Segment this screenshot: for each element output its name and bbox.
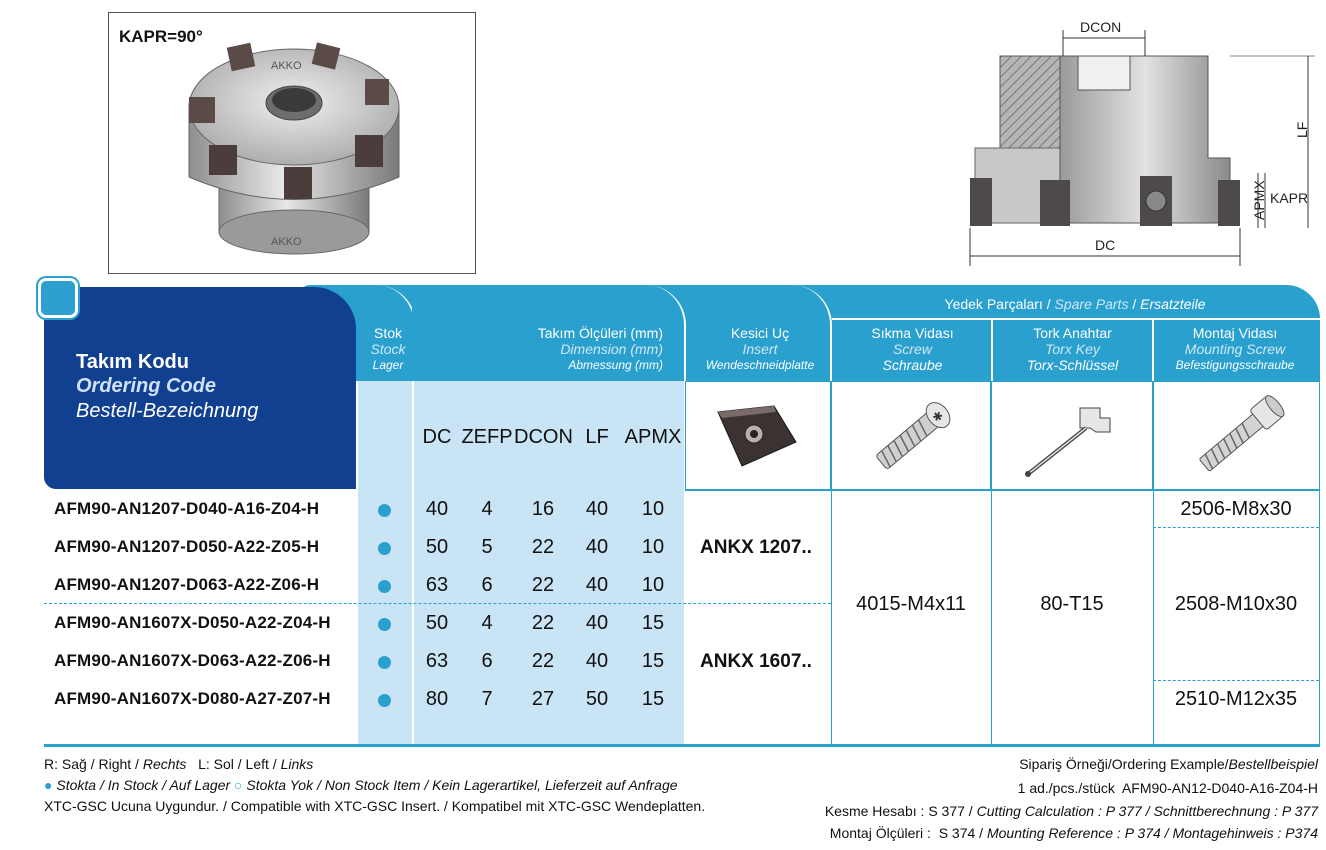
footer-right-de: Rechts <box>142 756 187 772</box>
row-6-lf: 50 <box>585 688 609 710</box>
row-2-lf: 40 <box>585 536 609 558</box>
ordering-example <box>1019 756 1318 772</box>
dimensions-tr: Takım Ölçüleri (mm) <box>537 325 663 341</box>
row-5-apmx: 15 <box>641 650 665 672</box>
row-5-dcon: 22 <box>531 650 555 672</box>
product-photo <box>108 12 476 274</box>
insert-header <box>700 325 820 373</box>
lf-dim-label: LF <box>1294 121 1310 138</box>
kapr-dim-label: KAPR <box>1270 190 1309 206</box>
table-right-border <box>1319 490 1320 744</box>
spare-parts-divider <box>832 318 1320 320</box>
kapr-angle-label: KAPR=90° <box>119 27 203 46</box>
ordering-code-de: Bestell-Bezeichnung <box>76 400 259 422</box>
mounting-value-1[interactable]: 2506-M8x30 <box>1180 498 1292 520</box>
key-en: Torx Key <box>1045 341 1100 357</box>
row-2-code[interactable]: AFM90-AN1207-D050-A22-Z05-H <box>54 537 320 556</box>
ordering-example-value: 1 ad./pcs./stück AFM90-AN12-D040-A16-Z04-H <box>1017 780 1318 796</box>
ordering-code-tr: Takım Kodu <box>76 351 189 373</box>
row-5-code[interactable]: AFM90-AN1607X-D063-A22-Z06-H <box>54 651 331 670</box>
stock-tr: Stok <box>373 325 402 341</box>
screw-de: Schraube <box>882 357 943 373</box>
spare-parts-de: Ersatzteile <box>1140 296 1206 312</box>
insert-right-border <box>831 490 832 744</box>
row-5-lf: 40 <box>585 650 609 672</box>
screw-image-cell <box>831 381 991 490</box>
mounting-divider-2 <box>1153 680 1319 681</box>
row-2-zefp: 5 <box>481 536 493 558</box>
ordering-example-de: Bestellbeispiel <box>1228 756 1318 772</box>
mounting-screw-image-cell <box>1153 381 1320 490</box>
screw-right-border <box>991 490 992 744</box>
stock-dot-icon <box>378 694 391 707</box>
spare-divider-2 <box>1152 320 1154 382</box>
row-5-dc: 63 <box>425 650 449 672</box>
row-3-dc: 63 <box>425 574 449 596</box>
mounting-reference <box>830 825 1318 841</box>
cutting-calc-tr: Kesme Hesabı : S 377 / <box>824 803 977 819</box>
spare-parts-en: Spare Parts <box>1054 296 1129 312</box>
row-4-dc: 50 <box>425 612 449 634</box>
stock-dot-icon <box>378 580 391 593</box>
mounting-de: Befestigungsschraube <box>1175 358 1295 372</box>
mounting-ref-de: Montagehinweis : P374 <box>1172 825 1318 841</box>
brand-mark-shank: AKKO <box>271 236 302 248</box>
body-top-border <box>685 490 1320 491</box>
mounting-en: Mounting Screw <box>1184 341 1286 357</box>
insert-image-cell <box>685 381 831 490</box>
ordering-code-en: Ordering Code <box>76 375 217 397</box>
dimensions-de: Abmessung (mm) <box>568 358 663 372</box>
stock-dot-icon <box>378 542 391 555</box>
row-4-dcon: 22 <box>531 612 555 634</box>
screw-en: Screw <box>893 341 932 357</box>
row-1-code[interactable]: AFM90-AN1207-D040-A16-Z04-H <box>54 499 320 518</box>
mounting-ref-tr: Montaj Ölçüleri : S 374 / <box>829 825 987 841</box>
footer-line-1 <box>44 756 313 772</box>
screw-header <box>835 325 990 373</box>
insert-icon <box>686 382 832 491</box>
row-1-apmx: 10 <box>641 498 665 520</box>
col-apmx: APMX <box>624 426 682 448</box>
svg-text:✱: ✱ <box>929 407 947 426</box>
spare-parts-sep: / <box>1128 296 1141 312</box>
col-dcon: DCON <box>514 426 573 448</box>
spare-divider-1 <box>991 320 993 382</box>
dc-dim-label: DC <box>1095 237 1116 253</box>
corner-square-icon <box>38 278 78 318</box>
stock-dot-icon <box>378 618 391 631</box>
stock-en: Stock <box>370 341 406 357</box>
in-stock-dot-icon: ● <box>44 777 53 793</box>
cutting-calculation <box>825 803 1318 819</box>
dcon-dim-label: DCON <box>1080 19 1122 35</box>
row-2-dc: 50 <box>425 536 449 558</box>
col-dc: DC <box>422 426 452 448</box>
row-6-dc: 80 <box>425 688 449 710</box>
apmx-dim-label: APMX <box>1251 180 1267 220</box>
dimensions-en: Dimension (mm) <box>560 341 663 357</box>
row-1-dc: 40 <box>425 498 449 520</box>
footer-line-2 <box>44 777 678 793</box>
footer-left-de: Links <box>280 756 314 772</box>
row-2-apmx: 10 <box>641 536 665 558</box>
mounting-ref-en: Mounting Reference : P 374 / <box>986 825 1173 841</box>
table-bottom-border <box>44 744 1320 747</box>
row-6-apmx: 15 <box>641 688 665 710</box>
ordering-example-tr-en: Sipariş Örneği/Ordering Example/ <box>1019 756 1229 772</box>
row-6-code[interactable]: AFM90-AN1607X-D080-A27-Z07-H <box>54 689 331 708</box>
col-zefp: ZEFP <box>461 426 513 448</box>
row-2-dcon: 22 <box>531 536 555 558</box>
insert-en: Insert <box>742 341 778 357</box>
spare-parts-tr: Yedek Parçaları / <box>944 296 1051 312</box>
cutting-calc-en: Cutting Calculation : P 377 / <box>976 803 1154 819</box>
group-divider <box>44 603 831 604</box>
row-3-lf: 40 <box>585 574 609 596</box>
row-3-code[interactable]: AFM90-AN1207-D063-A22-Z06-H <box>54 575 320 594</box>
row-6-zefp: 7 <box>481 688 493 710</box>
screw-tr: Sıkma Vidası <box>871 325 954 341</box>
torx-key-icon <box>992 382 1154 491</box>
spare-parts-header <box>835 296 1315 312</box>
row-4-zefp: 4 <box>481 612 493 634</box>
key-de: Torx-Schlüssel <box>1026 357 1119 373</box>
col-lf: LF <box>585 426 609 448</box>
mounting-header <box>1155 325 1315 373</box>
row-1-dcon: 16 <box>531 498 555 520</box>
row-6-dcon: 27 <box>531 688 555 710</box>
footer-no-stock: Stokta Yok / Non Stock Item / Kein Lagerartikel, Lieferzeit auf Anfrage <box>246 777 678 793</box>
ordering-code-header <box>44 287 356 489</box>
footer-left-tr: L: Sol / Left / <box>186 756 281 772</box>
footer-right-tr: R: Sağ / Right / <box>44 756 143 772</box>
row-5-zefp: 6 <box>481 650 493 672</box>
mounting-tr: Montaj Vidası <box>1192 325 1278 341</box>
cutting-calc-de: Schnittberechnung : P 377 <box>1153 803 1318 819</box>
row-3-dcon: 22 <box>531 574 555 596</box>
key-image-cell <box>991 381 1153 490</box>
dimensions-header <box>470 325 663 373</box>
key-header <box>995 325 1150 373</box>
footer-in-stock: Stokta / In Stock / Auf Lager <box>56 777 231 793</box>
insert-ankx-1607[interactable]: ANKX 1607.. <box>700 651 812 672</box>
key-tr: Tork Anahtar <box>1033 325 1112 341</box>
mounting-divider-1 <box>1153 527 1319 528</box>
row-1-lf: 40 <box>585 498 609 520</box>
footer-line-3: XTC-GSC Ucuna Uygundur. / Compatible with XTC-GSC Insert. / Kompatibel mit XTC-GSC Wendeplatten. <box>44 798 706 814</box>
row-1-zefp: 4 <box>481 498 493 520</box>
mounting-value-3[interactable]: 2510-M12x35 <box>1174 688 1298 710</box>
insert-tr: Kesici Uç <box>730 325 790 341</box>
stock-de: Lager <box>372 358 404 372</box>
insert-ankx-1207[interactable]: ANKX 1207.. <box>700 537 812 558</box>
hex-screw-icon <box>1154 382 1321 491</box>
no-stock-circle-icon: ○ <box>234 777 243 793</box>
technical-drawing <box>960 8 1320 278</box>
torx-screw-icon <box>832 382 992 491</box>
row-4-code[interactable]: AFM90-AN1607X-D050-A22-Z04-H <box>54 613 331 632</box>
key-value[interactable]: 80-T15 <box>1040 593 1104 615</box>
face-mill-photo <box>179 27 409 263</box>
screw-value[interactable]: 4015-M4x11 <box>856 593 966 615</box>
stock-dot-icon <box>378 504 391 517</box>
row-4-lf: 40 <box>585 612 609 634</box>
insert-de: Wendeschneidplatte <box>705 358 815 372</box>
stock-header <box>358 325 418 373</box>
row-3-zefp: 6 <box>481 574 493 596</box>
row-4-apmx: 15 <box>641 612 665 634</box>
mounting-value-2[interactable]: 2508-M10x30 <box>1174 593 1298 615</box>
stock-dot-icon <box>378 656 391 669</box>
brand-mark-top: AKKO <box>271 60 302 72</box>
row-3-apmx: 10 <box>641 574 665 596</box>
